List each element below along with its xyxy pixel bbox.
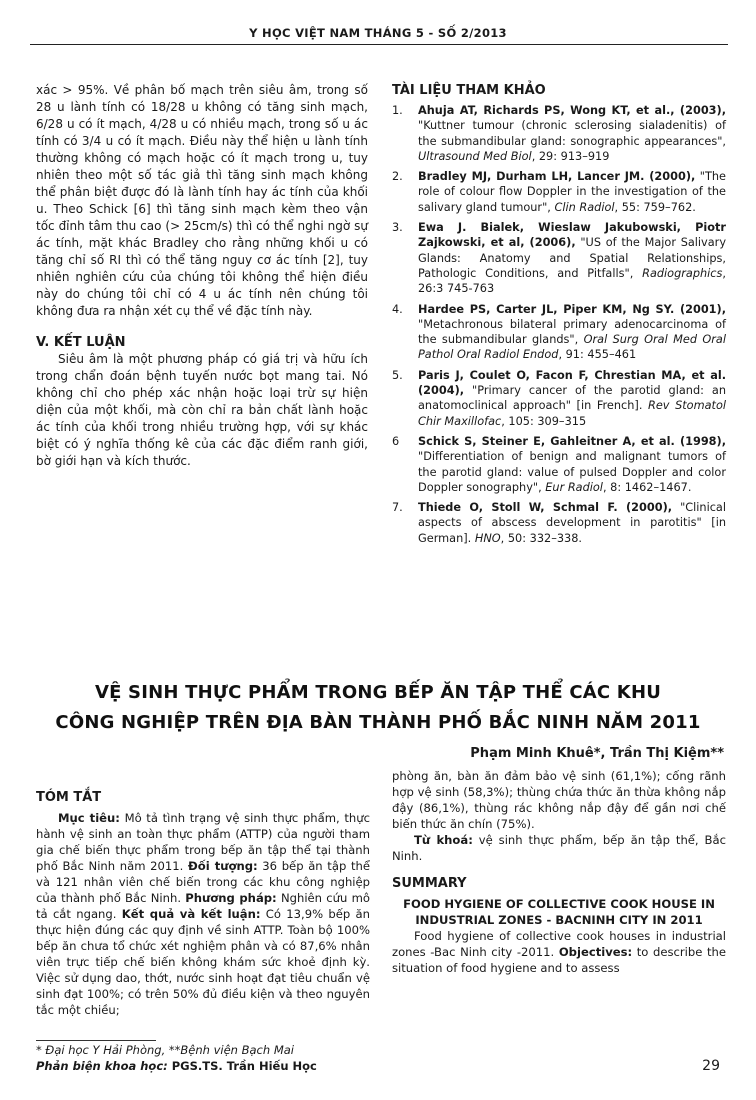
- abstract-heading: TÓM TẮT: [36, 790, 102, 805]
- conclusion-paragraph: Siêu âm là một phương pháp có giá trị và hữu ích trong chẩn đoán bệnh tuyến nước bọt mang tai. Nó không chỉ cho phép xác nhận hoặc loại trừ sự hiện diện của một khối, mà còn chỉ ra bản chất lành hoặc ác tính của khối trong nhiều trường hợp, với sự khác biệt có ý nghĩa thống kê của các đặc điểm ranh giới, bờ giới hạn và kích thước.: [36, 352, 368, 468]
- reference-item: [392, 302, 726, 363]
- reference-authors: Schick S, Steiner E, Gahleitner A, et al. (1998),: [418, 434, 726, 448]
- abstract-column: [36, 790, 370, 1018]
- article-authors: Phạm Minh Khuê*, Trần Thị Kiệm**: [470, 746, 724, 761]
- footnote-affiliations: * Đại học Y Hải Phòng, **Bệnh viện Bạch Mai: [36, 1043, 294, 1057]
- reference-number: 1.: [392, 104, 403, 117]
- reference-text: "Clinical aspects of abscess development in parotitis" [in German].: [418, 501, 726, 545]
- method-label: Phương pháp:: [185, 891, 277, 905]
- reference-number: 3.: [392, 221, 403, 235]
- reviewer-name: PGS.TS. Trần Hiếu Học: [167, 1059, 317, 1073]
- reviewer-label: Phản biện khoa học:: [36, 1059, 168, 1073]
- reference-tail: , 26:3 745-763: [418, 266, 726, 296]
- reference-journal: Rev Stomatol Chir Maxillofac: [418, 399, 726, 428]
- keywords-text: vệ sinh thực phẩm, bếp ăn tập thể, Bắc Ninh.: [392, 833, 726, 863]
- objectives-label: Objectives:: [558, 945, 633, 959]
- reference-body: [418, 103, 726, 164]
- article-title-line-2: CÔNG NGHIỆP TRÊN ĐỊA BÀN THÀNH PHỐ BẮC NINH NĂM 2011: [55, 712, 701, 733]
- reference-number: 6: [392, 434, 400, 448]
- reference-text: "Kuttner tumour (chronic sclerosing sialadenitis) of the submandibular gland: sonographic appearances",: [418, 119, 726, 148]
- keywords-line: [392, 832, 726, 864]
- reference-item: [392, 368, 726, 429]
- reference-number: 4.: [392, 302, 403, 316]
- results-label: Kết quả và kết luận:: [121, 907, 261, 921]
- page-number: 29: [702, 1058, 720, 1074]
- results-text: Có 13,9% bếp ăn thực hiện đúng các quy định về sinh ATTP. Toàn bộ 100% bếp ăn chưa tổ chức xét nghiệm phân và có 87,6% nhân viên trực tiếp chế biến không khám sức khoẻ định kỳ. Việc sử dụng dao, thớt, nước sinh hoạt đạt tiêu chuẩn vệ sinh đạt 100%; có trên 50% đủ điều kiện và theo nguyên tắc một chiều;: [36, 907, 370, 1017]
- reference-authors: Ahuja AT, Richards PS, Wong KT, et al., (2003),: [418, 104, 726, 117]
- reference-tail: , 29: 913–919: [531, 149, 610, 163]
- method-text: Nghiên cứu mô tả cắt ngang.: [36, 891, 370, 921]
- reference-body: [418, 500, 726, 546]
- conclusion-heading: V. KẾT LUẬN: [36, 335, 126, 350]
- abstract-paragraph: [36, 810, 370, 1018]
- running-header: Y HỌC VIỆT NAM THÁNG 5 - SỐ 2/2013: [249, 26, 507, 40]
- reference-item: [392, 500, 726, 546]
- reference-authors: Thiede O, Stoll W, Schmal F. (2000),: [418, 501, 673, 515]
- reference-authors: Bradley MJ, Durham LH, Lancer JM. (2000),: [418, 170, 696, 184]
- left-column-top: [36, 82, 368, 470]
- reference-list: [392, 103, 726, 546]
- reference-tail: , 50: 332–338.: [500, 531, 582, 545]
- reference-item: [392, 103, 726, 164]
- summary-text-start: Food hygiene of collective cook houses in industrial zones -Bac Ninh city -2011.: [392, 929, 726, 959]
- objective-text: Mô tả tình trạng vệ sinh thực phẩm, thực hành vệ sinh an toàn thực phẩm (ATTP) của người tham gia chế biến thực phẩm trong bếp ăn tập thể tại thành phố Bắc Ninh năm 2011.: [36, 811, 370, 873]
- reference-text: "US of the Major Salivary Glands: Anatomy and Spatial Relationships, Pathologic Conditions, and Pitfalls",: [418, 236, 727, 280]
- reference-journal: Eur Radiol: [545, 480, 603, 494]
- header-rule: [30, 44, 728, 45]
- reference-text: "Primary cancer of the parotid gland: an anatomoclinical approach" [in French].: [418, 384, 726, 413]
- reference-authors: Hardee PS, Carter JL, Piper KM, Ng SY. (2001),: [418, 302, 726, 316]
- reference-text: "Metachronous bilateral primary adenocarcinoma of the submandibular glands",: [418, 317, 726, 347]
- footnote-rule: [36, 1040, 156, 1041]
- reference-authors: Ewa J. Bialek, Wieslaw Jakubowski, Piotr Zajkowski, et al, (2006),: [418, 221, 726, 250]
- keywords-label: Từ khoá:: [414, 833, 473, 847]
- reference-journal: Oral Surg Oral Med Oral Pathol Oral Radiol Endod: [418, 333, 726, 362]
- reference-journal: Clin Radiol: [554, 200, 615, 214]
- summary-paragraph: [392, 928, 726, 976]
- references-column: [392, 82, 726, 551]
- article-title: [0, 678, 756, 738]
- reference-journal: HNO: [474, 531, 501, 545]
- reference-journal: Ultrasound Med Biol: [418, 149, 532, 163]
- subjects-text: 36 bếp ăn tập thể và 121 nhân viên chế biến trong các khu công nghiệp của thành phố Bắc Ninh.: [36, 859, 370, 905]
- reference-tail: , 55: 759–762.: [614, 200, 696, 214]
- reference-text: "Differentiation of benign and malignant tumors of the parotid gland: value of pulsed Doppler and color Doppler sonography",: [418, 450, 726, 494]
- reference-authors: Paris J, Coulet O, Facon F, Chrestian MA, et al. (2004),: [418, 368, 726, 398]
- reference-tail: , 91: 455–461: [558, 348, 637, 362]
- summary-text-end: to describe the situation of food hygiene and to assess: [392, 945, 726, 975]
- discussion-paragraph: xác > 95%. Về phân bố mạch trên siêu âm, trong số 28 u lành tính có 18/28 u không có tăng sinh mạch, 6/28 u có ít mạch, 4/28 u có nhiều mạch, trong số u ác tính có 3/4 u có ít mạch. Điều này thể hiện u lành tính thường không có mạch hoặc có ít mạch trong u, tuy nhiên theo một số tác giả thì tăng sinh mạch không thể phân biệt được đó là lành tính hay ác tính của khối u. Theo Schick [6] thì tăng sinh mạch kèm theo vận tốc đỉnh tâm thu cao (> 25cm/s) thì có thể nghi ngờ sự ác tính, mặt khác Bradley cho rằng những khối u có tăng chỉ số RI thì có thể tăng nguy cơ ác tính [2], tuy nhiên nghiên cứu của chúng tôi không thể hiện điều này do chúng tôi chỉ có 4 u ác tính nên chúng tôi không đưa ra nhận xét cụ thể về đặc tính này.: [36, 83, 368, 318]
- reference-tail: , 8: 1462–1467.: [602, 480, 692, 494]
- objective-label: Mục tiêu:: [58, 811, 120, 825]
- article-title-line-1: VỆ SINH THỰC PHẨM TRONG BẾP ĂN TẬP THỂ CÁC KHU: [94, 682, 662, 703]
- reference-number: 5.: [392, 368, 403, 382]
- summary-column: [392, 768, 726, 976]
- reference-journal: Radiographics: [642, 266, 723, 280]
- footnote-reviewer: [36, 1059, 317, 1074]
- references-heading: TÀI LIỆU THAM KHẢO: [392, 83, 546, 98]
- reference-body: [418, 169, 726, 215]
- reference-item: [392, 434, 726, 495]
- subjects-label: Đối tượng:: [188, 859, 258, 873]
- summary-heading: SUMMARY: [392, 876, 467, 891]
- reference-body: [418, 302, 726, 363]
- reference-tail: , 105: 309–315: [501, 414, 587, 428]
- reference-text: "The role of colour flow Doppler in the investigation of the salivary gland tumour",: [418, 170, 726, 214]
- reference-body: [418, 368, 726, 429]
- reference-body: [418, 220, 726, 296]
- reference-item: [392, 220, 726, 296]
- abstract-continued: phòng ăn, bàn ăn đảm bảo vệ sinh (61,1%); cống rãnh hợp vệ sinh (58,3%); thùng chứa thức ăn thừa không nắp đậy (86,1%), thùng rác không nắp đậy để gần nơi chế biến thức ăn chín (75%).: [392, 769, 726, 831]
- reference-number: 7.: [392, 501, 403, 515]
- reference-number: 2.: [392, 170, 403, 184]
- reference-item: [392, 169, 726, 215]
- reference-body: [418, 434, 726, 495]
- summary-subtitle: FOOD HYGIENE OF COLLECTIVE COOK HOUSE IN INDUSTRIAL ZONES - BACNINH CITY IN 2011: [403, 897, 715, 927]
